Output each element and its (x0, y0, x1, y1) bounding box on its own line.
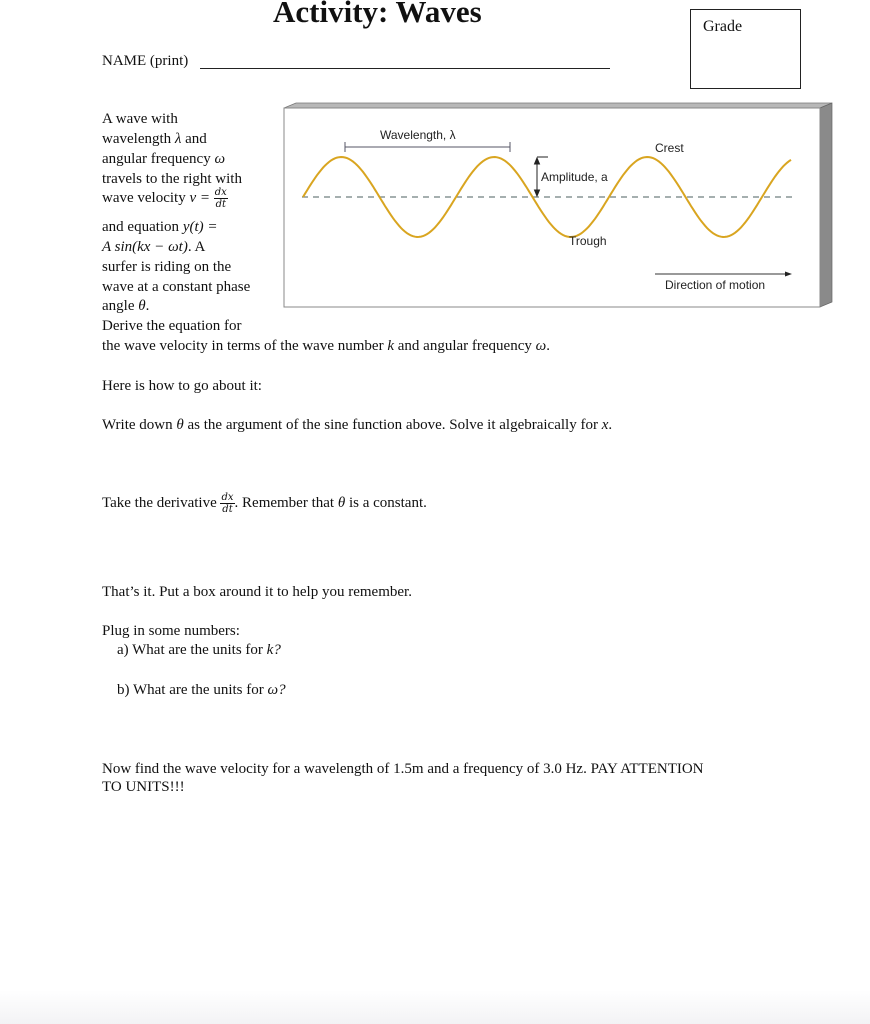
name-label: NAME (print) (102, 53, 189, 69)
page-bottom-shadow (0, 990, 870, 1024)
step-2: Take the derivative $\frac{dx}{dt}$. Remember that θ is a constant. (102, 492, 427, 515)
trough-label: Trough (569, 234, 607, 248)
intro-line: wave at a constant phase (102, 279, 251, 295)
grade-label: Grade (703, 18, 743, 35)
intro-line: A wave with (102, 111, 178, 127)
amplitude-label: Amplitude, a (541, 170, 608, 184)
intro-line: angular frequency ω (102, 151, 226, 167)
dx-dt-fraction: $\frac{dx}{dt}$ (214, 187, 227, 210)
intro-line: angle θ. (102, 298, 150, 314)
intro-line: the wave velocity in terms of the wave number k and angular frequency ω. (102, 338, 550, 354)
intro-line: travels to the right with (102, 171, 242, 187)
plug-heading: Plug in some numbers: (102, 623, 240, 639)
question-a: a) What are the units for k? (117, 642, 281, 658)
howto-text: Here is how to go about it: (102, 378, 262, 394)
wavelength-label: Wavelength, λ (380, 128, 456, 142)
intro-line: A sin(kx − ωt). A (102, 239, 206, 255)
final-question-line: TO UNITS!!! (102, 779, 185, 795)
intro-line: Derive the equation for (102, 318, 242, 334)
wave-diagram (0, 0, 870, 400)
dx-dt-fraction: $\frac{dx}{dt}$ (221, 492, 234, 515)
intro-line: wave velocity v = $\frac{dx}{dt}$ (102, 187, 227, 210)
final-question-line: Now find the wave velocity for a wavelength of 1.5m and a frequency of 3.0 Hz. PAY ATTENTION (102, 761, 704, 777)
direction-label: Direction of motion (665, 278, 766, 292)
step-1: Write down θ as the argument of the sine function above. Solve it algebraically for x. (102, 417, 613, 433)
question-b: b) What are the units for ω? (117, 682, 286, 698)
intro-line: wavelength λ and (102, 131, 207, 147)
intro-line: surfer is riding on the (102, 259, 232, 275)
page-title: Activity: Waves (273, 0, 482, 29)
step-3: That’s it. Put a box around it to help you remember. (102, 584, 412, 600)
intro-line: and equation y(t) = (102, 219, 218, 235)
crest-label: Crest (655, 141, 684, 155)
